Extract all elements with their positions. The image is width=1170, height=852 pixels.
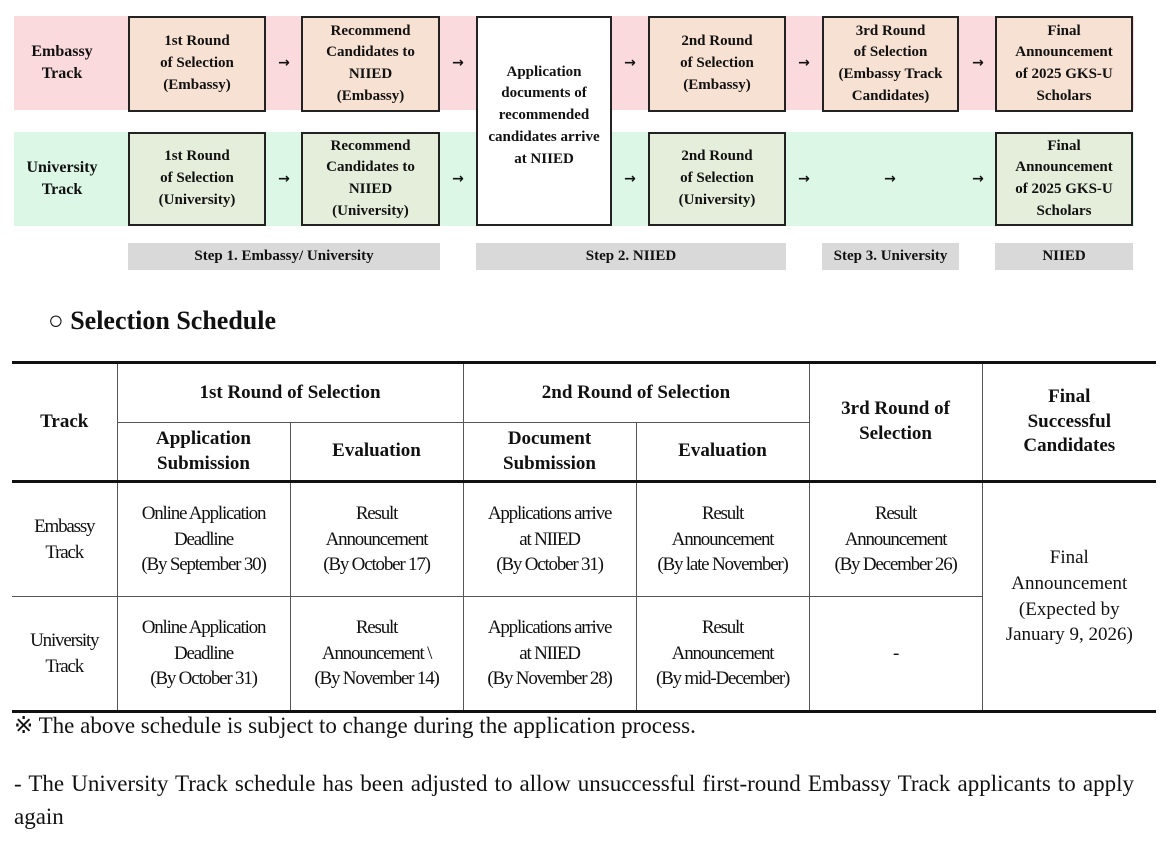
arrow-right-icon: →	[884, 171, 896, 187]
arrow-right-icon: →	[972, 55, 984, 71]
header-application-submission: Application Submission	[117, 423, 290, 482]
header-track: Track	[12, 363, 117, 482]
step1-label: Step 1. Embassy/ University	[128, 243, 440, 270]
arrow-right-icon: →	[624, 171, 636, 187]
cell-evaluation-2: Result Announcement (By mid-December)	[636, 597, 809, 712]
niied-arrival-box: Application documents of recommended candidates arrive at NIIED	[476, 16, 612, 226]
header-evaluation-2: Evaluation	[636, 423, 809, 482]
header-round3: 3rd Round of Selection	[809, 363, 982, 482]
university-track-note: - The University Track schedule has been adjusted to allow unsuccessful first-round Embassy Track applicants to apply again	[14, 771, 1134, 830]
cell-evaluation-2: Result Announcement (By late November)	[636, 482, 809, 597]
row-track-label: Embassy Track	[12, 482, 117, 597]
step3-label: Step 3. University	[822, 243, 959, 270]
cell-application-submission: Online Application Deadline (By October 31)	[117, 597, 290, 712]
header-evaluation-1: Evaluation	[290, 423, 463, 482]
cell-final-announcement: Final Announcement (Expected by January 9, 2026)	[982, 482, 1156, 712]
arrow-right-icon: →	[972, 171, 984, 187]
header-final: Final Successful Candidates	[982, 363, 1156, 482]
cell-round3: Result Announcement (By December 26)	[809, 482, 982, 597]
header-document-submission: Document Submission	[463, 423, 636, 482]
embassy-round1-box: 1st Round of Selection (Embassy)	[128, 16, 266, 112]
schedule-change-note: ※ The above schedule is subject to change during the application process.	[14, 713, 696, 738]
step4-label: NIIED	[995, 243, 1133, 270]
row-track-label: University Track	[12, 597, 117, 712]
cell-document-submission: Applications arrive at NIIED (By November 28)	[463, 597, 636, 712]
embassy-round3-box: 3rd Round of Selection (Embassy Track Candidates)	[822, 16, 959, 112]
cell-round3: -	[809, 597, 982, 712]
header-round2: 2nd Round of Selection	[463, 363, 809, 423]
table-row	[12, 482, 1156, 597]
arrow-right-icon: →	[452, 55, 464, 71]
university-final-box: Final Announcement of 2025 GKS-U Scholars	[995, 132, 1133, 226]
arrow-right-icon: →	[798, 171, 810, 187]
embassy-final-box: Final Announcement of 2025 GKS-U Scholars	[995, 16, 1133, 112]
university-round1-box: 1st Round of Selection (University)	[128, 132, 266, 226]
cell-application-submission: Online Application Deadline (By September 30)	[117, 482, 290, 597]
cell-evaluation-1: Result Announcement (By October 17)	[290, 482, 463, 597]
embassy-round2-box: 2nd Round of Selection (Embassy)	[648, 16, 786, 112]
header-round1: 1st Round of Selection	[117, 363, 463, 423]
university-track-label: University Track	[26, 159, 98, 198]
arrow-right-icon: →	[278, 55, 290, 71]
university-round2-box: 2nd Round of Selection (University)	[648, 132, 786, 226]
arrow-right-icon: →	[624, 55, 636, 71]
arrow-right-icon: →	[452, 171, 464, 187]
cell-evaluation-1: Result Announcement \ (By November 14)	[290, 597, 463, 712]
embassy-track-label: Embassy Track	[31, 43, 93, 82]
section-heading: ○ Selection Schedule	[48, 306, 277, 335]
cell-document-submission: Applications arrive at NIIED (By October 31)	[463, 482, 636, 597]
arrow-right-icon: →	[798, 55, 810, 71]
arrow-right-icon: →	[278, 171, 290, 187]
step2-label: Step 2. NIIED	[476, 243, 786, 270]
embassy-recommend-box: Recommend Candidates to NIIED (Embassy)	[301, 16, 440, 112]
university-recommend-box: Recommend Candidates to NIIED (University)	[301, 132, 440, 226]
selection-schedule-table	[12, 361, 1156, 713]
